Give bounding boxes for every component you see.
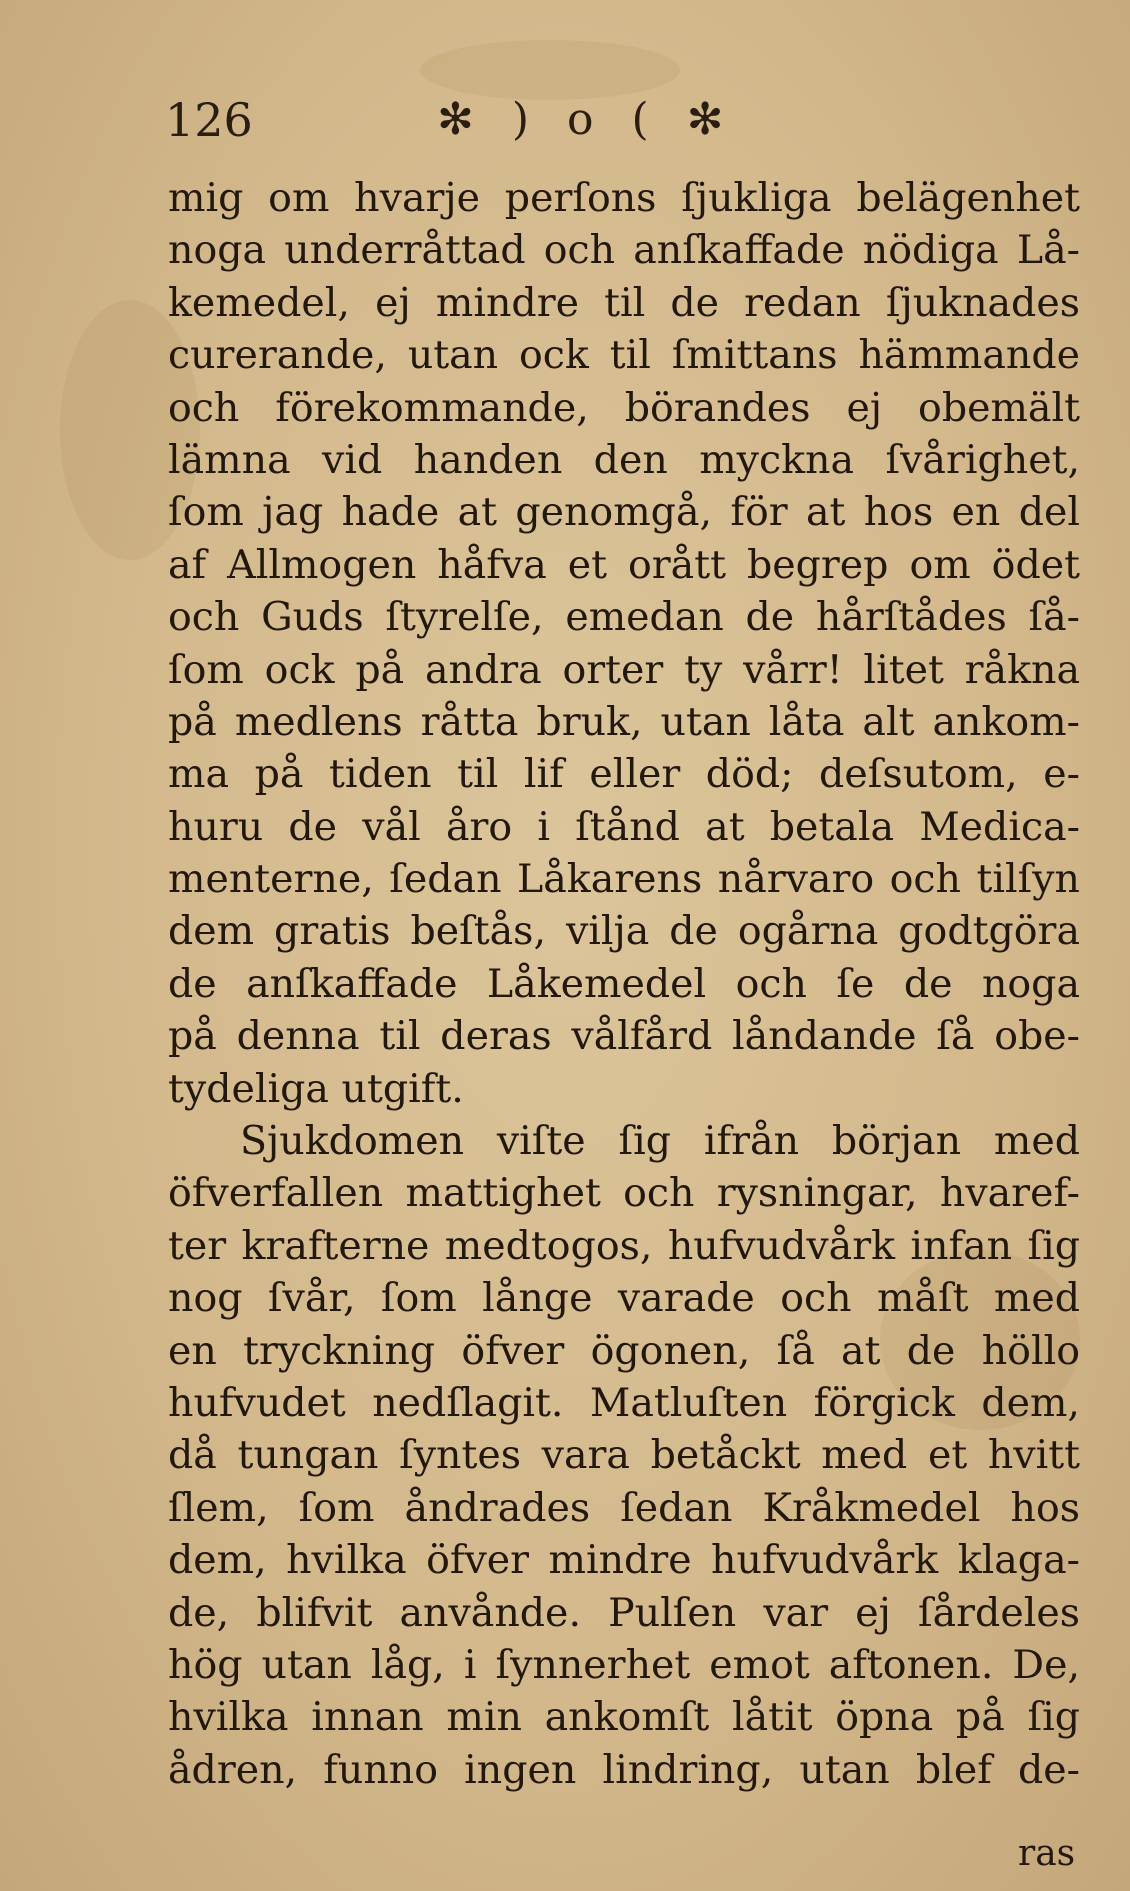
text-line: ſom jag hade at genomgå, för at hos en del [168,489,1080,536]
text-line: ter krafterne medtogos, hufvudvårk infan ſig [168,1222,1080,1269]
text-line: på denna til deras vålfård låndande ſå obe- [168,1013,1080,1060]
text-line: ſom ock på andra orter ty vårr! litet råkna [168,646,1080,693]
text-line: hög utan låg, i ſynnerhet emot aftonen. De, [168,1641,1080,1688]
text-line: noga underråttad och anſkaffade nödiga Lå- [168,227,1080,274]
text-line: menterne, ſedan Låkarens nårvaro och tilſyn [168,856,1080,903]
text-line: af Allmogen håfva et orått begrep om ödet [168,541,1080,588]
body-text [168,172,1080,1796]
text-line: hufvudet nedſlagit. Matluſten förgick dem, [168,1379,1080,1426]
page-number: 126 [165,93,253,147]
text-line: och Guds ſtyrelſe, emedan de hårſtådes ſå- [168,594,1080,641]
page-header [165,90,995,150]
text-line: de anſkaffade Låkemedel och ſe de noga [168,960,1080,1007]
text-line: mig om hvarje perſons ſjukliga belägenhet [168,175,1080,221]
text-line: lämna vid handen den myckna ſvårighet, [168,436,1080,483]
text-line: dem gratis beſtås, vilja de ogårna godtgöra [168,908,1080,955]
header-ornament: ✻ ) o ( ✻ [437,94,736,145]
text-line: nog ſvår, ſom långe varade och måſt med [168,1275,1080,1322]
text-line: då tungan ſyntes vara betåckt med et hvitt [168,1432,1080,1479]
text-line: och förekommande, börandes ej obemält [168,384,1080,431]
text-line-paragraph-start: Sjukdomen viſte ſig ifrån början med [240,1118,1080,1165]
text-line: ådren, funno ingen lindring, utan blef de- [168,1746,1080,1793]
text-line: på medlens råtta bruk, utan låta alt ankom- [168,698,1080,745]
catchword: ras [1018,1833,1076,1874]
text-line-paragraph-end: tydeliga utgift. [168,1065,464,1112]
text-line: dem, hvilka öfver mindre hufvudvårk klaga- [168,1537,1080,1584]
text-line: curerande, utan ock til ſmittans hämmande [168,332,1080,379]
text-line: ma på tiden til lif eller död; deſsutom, e- [168,751,1080,798]
text-line: en tryckning öfver ögonen, ſå at de höllo [168,1327,1080,1374]
text-line: de, blifvit anvånde. Pulſen var ej ſårdeles [168,1589,1080,1636]
text-line: ſlem, ſom åndrades ſedan Kråkmedel hos [168,1484,1080,1531]
text-line: huru de vål åro i ſtånd at betala Medica- [168,803,1080,850]
text-line: hvilka innan min ankomſt låtit öpna på ſig [168,1694,1080,1741]
text-line: öfverfallen mattighet och rysningar, hvaref- [168,1170,1080,1217]
text-line: kemedel, ej mindre til de redan ſjuknades [168,279,1080,326]
